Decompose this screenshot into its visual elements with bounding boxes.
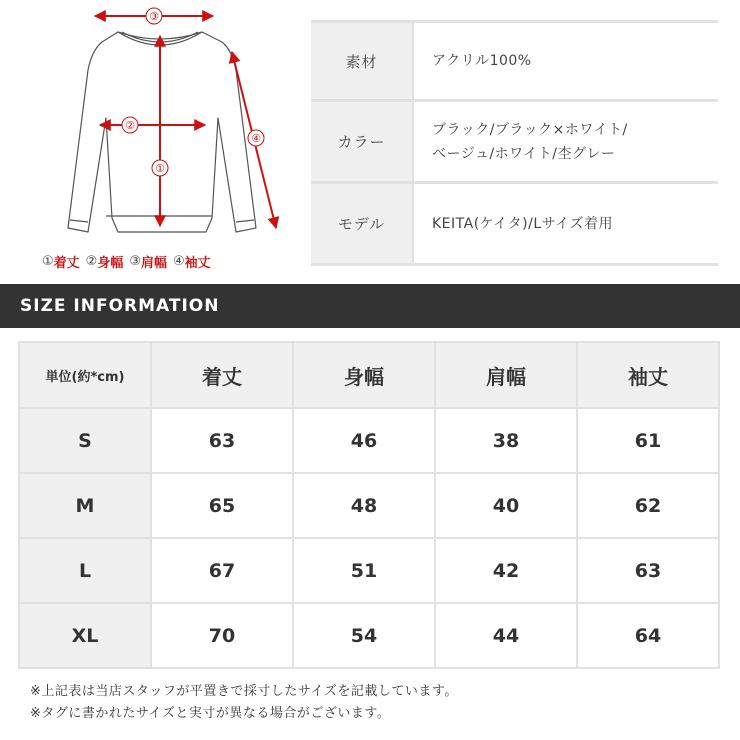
sweater-outline (68, 32, 256, 232)
legend-item: ① 着丈 (42, 253, 80, 271)
table-cell: 70 (151, 603, 293, 668)
header-unit: 単位(約*cm) (19, 342, 151, 408)
spec-label: 素材 (311, 23, 414, 99)
legend-item: ② 身幅 (85, 253, 124, 271)
note-line: ※タグに書かれたサイズと実寸が異なる場合がございます。 (30, 706, 391, 721)
product-spec-table (311, 20, 718, 266)
table-cell: 44 (435, 603, 577, 668)
spec-value: アクリル100% (432, 53, 532, 69)
spec-label: モデル (311, 184, 414, 263)
header-length: 着丈 (151, 342, 293, 408)
table-row (19, 408, 719, 473)
legend-item: ④ 袖丈 (173, 253, 211, 271)
table-cell: 61 (577, 408, 719, 473)
table-cell: 64 (577, 603, 719, 668)
table-cell: 48 (293, 473, 435, 538)
note-line: ※上記表は当店スタッフが平置きで採寸したサイズを記載しています。 (30, 684, 458, 699)
mark-4: ④ (251, 132, 261, 145)
table-cell: 63 (577, 538, 719, 603)
table-cell: 65 (151, 473, 293, 538)
size-notes (30, 681, 458, 725)
spec-label: カラー (311, 102, 414, 181)
table-cell: 40 (435, 473, 577, 538)
table-row (19, 603, 719, 668)
header-width: 身幅 (293, 342, 435, 408)
size-label: M (19, 473, 151, 538)
table-cell: 38 (435, 408, 577, 473)
size-label: XL (19, 603, 151, 668)
table-cell: 51 (293, 538, 435, 603)
spec-row-material (311, 20, 718, 102)
table-row (19, 473, 719, 538)
spec-row-model (311, 184, 718, 266)
garment-measurement-diagram (0, 0, 300, 280)
header-shoulder: 肩幅 (435, 342, 577, 408)
spec-value: ブラック/ブラック×ホワイト/ ベージュ/ホワイト/杢グレー (432, 121, 628, 162)
size-information-banner: SIZE INFORMATION (0, 284, 740, 328)
size-label: S (19, 408, 151, 473)
size-table (18, 341, 720, 669)
mark-3: ③ (149, 10, 159, 23)
table-cell: 54 (293, 603, 435, 668)
table-cell: 63 (151, 408, 293, 473)
spec-row-color (311, 102, 718, 184)
size-table-header-row (19, 342, 719, 408)
header-sleeve: 袖丈 (577, 342, 719, 408)
mark-2: ② (125, 119, 135, 132)
legend-item: ③ 肩幅 (129, 253, 168, 271)
measurement-legend (42, 250, 292, 272)
table-row (19, 538, 719, 603)
table-cell: 67 (151, 538, 293, 603)
table-cell: 62 (577, 473, 719, 538)
spec-value: KEITA(ケイタ)/Lサイズ着用 (432, 215, 614, 232)
table-cell: 42 (435, 538, 577, 603)
table-cell: 46 (293, 408, 435, 473)
mark-1: ① (155, 162, 165, 175)
size-label: L (19, 538, 151, 603)
